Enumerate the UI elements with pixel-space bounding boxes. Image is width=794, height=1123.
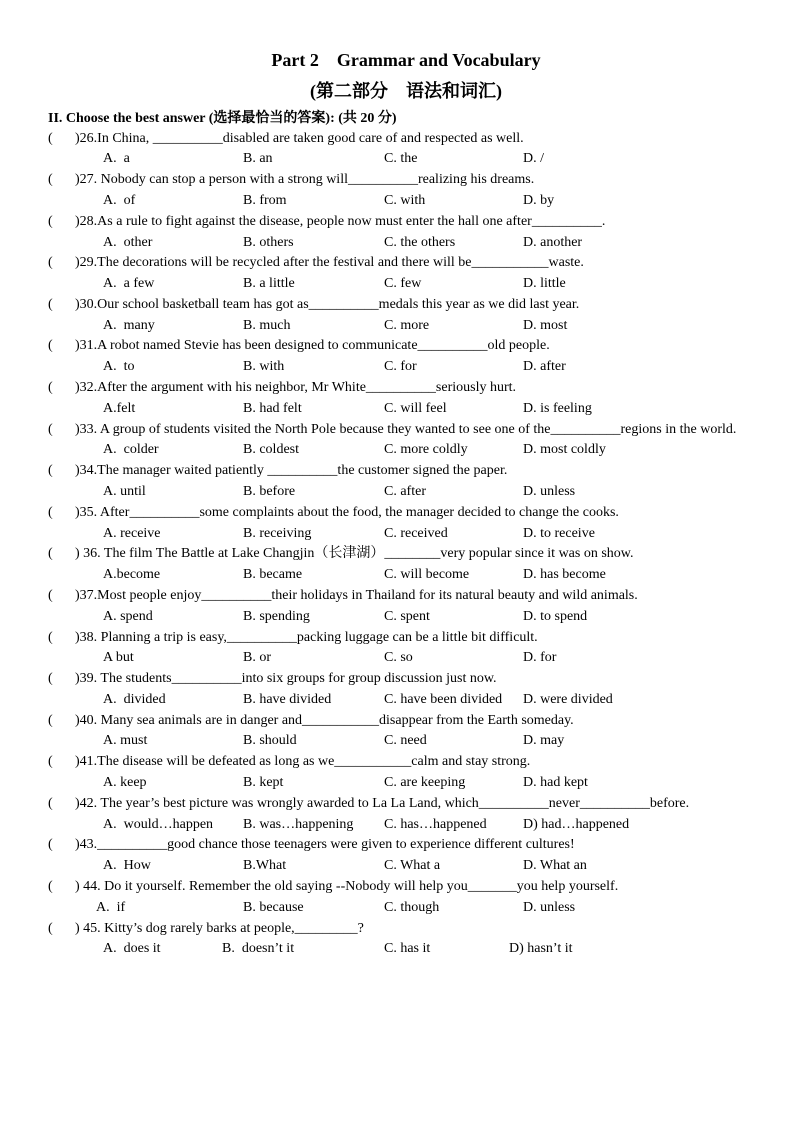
options-line [0, 233, 794, 254]
options-line [0, 731, 794, 752]
question-stem [75, 794, 689, 815]
option-c: C. with [384, 192, 426, 208]
question-stem [75, 461, 507, 482]
option-a: A. a [103, 151, 130, 167]
question-item [0, 129, 794, 171]
options-line [0, 149, 794, 170]
question-line [0, 752, 794, 773]
answer-bracket-open: ( [48, 463, 53, 479]
answer-bracket-open: ( [48, 380, 53, 396]
answer-bracket-close: ) [75, 504, 80, 520]
question-stem [75, 711, 574, 732]
question-text: 26.In China, __________disabled are taken good care of and respected as well. [79, 130, 524, 146]
options-line [0, 399, 794, 420]
question-stem [75, 752, 530, 773]
option-a: A. many [103, 317, 155, 333]
answer-bracket-open: ( [48, 712, 53, 728]
option-b: B. or [243, 650, 271, 666]
option-c: C. have been divided [384, 691, 503, 707]
question-item [0, 336, 794, 378]
option-a: A. a few [103, 276, 155, 292]
question-line [0, 669, 794, 690]
question-stem [75, 295, 579, 316]
option-d: D. unless [523, 899, 576, 915]
options-line [0, 815, 794, 836]
option-b: B. a little [243, 276, 295, 292]
answer-bracket-open: ( [48, 130, 53, 146]
question-stem [75, 586, 638, 607]
question-stem [75, 669, 497, 690]
question-line [0, 794, 794, 815]
question-text: 42. The year’s best picture was wrongly awarded to La La Land, which__________never__________before. [79, 795, 690, 811]
answer-bracket-open: ( [48, 213, 53, 229]
answer-bracket-close: ) [75, 546, 80, 562]
question-text: 32.After the argument with his neighbor, Mr White__________seriously hurt. [79, 380, 517, 396]
option-d: D. has become [523, 567, 606, 583]
question-line [0, 503, 794, 524]
answer-bracket-close: ) [75, 629, 80, 645]
option-d: D. little [523, 276, 566, 292]
option-d: D. may [523, 733, 565, 749]
answer-bracket-close: ) [75, 421, 80, 437]
option-d: D. to spend [523, 608, 588, 624]
option-c: C. the [384, 151, 418, 167]
question-line [0, 835, 794, 856]
question-line [0, 212, 794, 233]
question-line [0, 170, 794, 191]
question-line [0, 336, 794, 357]
options-line [0, 939, 794, 960]
option-c: C. more coldly [384, 442, 468, 458]
option-a: A. must [103, 733, 148, 749]
option-c: C. What a [384, 858, 441, 874]
answer-bracket-close: ) [75, 754, 80, 770]
option-b: B.What [243, 858, 287, 874]
section-heading: II. Choose the best answer (选择最恰当的答案): (共 20 分) [48, 110, 397, 126]
question-text: 33. A group of students visited the North Pole because they wanted to see one of the__________regions in the world. [79, 421, 737, 437]
option-d: D. were divided [523, 691, 613, 707]
option-c: C. spent [384, 608, 430, 624]
question-text: 45. Kitty’s dog rarely barks at people,_________? [79, 920, 364, 936]
question-item [0, 170, 794, 212]
options-line [0, 648, 794, 669]
option-a: A. divided [103, 691, 166, 707]
question-item [0, 461, 794, 503]
option-c: C. has…happened [384, 816, 487, 832]
question-text: 28.As a rule to fight against the disease, people now must enter the hall one after__________. [79, 213, 606, 229]
option-d: D. is feeling [523, 400, 592, 416]
option-b: B. an [243, 151, 273, 167]
question-stem [75, 170, 534, 191]
answer-bracket-close: ) [75, 380, 80, 396]
option-b: B. others [243, 234, 294, 250]
options-line [0, 773, 794, 794]
question-text: 35. After__________some complaints about the food, the manager decided to change the cooks. [79, 504, 619, 520]
question-item [0, 752, 794, 794]
option-b: B. from [243, 192, 287, 208]
option-b: B. coldest [243, 442, 299, 458]
question-line [0, 295, 794, 316]
option-c: C. will become [384, 567, 470, 583]
question-stem [75, 877, 618, 898]
option-c: C. need [384, 733, 427, 749]
question-stem [75, 628, 538, 649]
options-line [0, 898, 794, 919]
options-line [0, 357, 794, 378]
options-line [0, 482, 794, 503]
question-line [0, 378, 794, 399]
answer-bracket-open: ( [48, 671, 53, 687]
option-d: D) hasn’t it [509, 941, 573, 957]
option-d: D. unless [523, 484, 576, 499]
question-stem [75, 420, 736, 441]
option-a: A. receive [103, 525, 161, 541]
question-item [0, 628, 794, 670]
question-stem [75, 336, 550, 357]
question-item [0, 586, 794, 628]
option-c: C. for [384, 359, 417, 375]
question-stem [75, 544, 634, 565]
question-text: 29.The decorations will be recycled after the festival and there will be___________waste. [79, 255, 584, 271]
question-line [0, 461, 794, 482]
option-b: B. doesn’t it [222, 941, 295, 957]
answer-bracket-open: ( [48, 795, 53, 811]
question-stem [75, 253, 584, 274]
question-line [0, 628, 794, 649]
option-b: B. much [243, 317, 291, 333]
question-item [0, 295, 794, 337]
answer-bracket-open: ( [48, 837, 53, 853]
question-item [0, 253, 794, 295]
option-b: B. was…happening [243, 816, 354, 832]
option-d: D. most [523, 317, 568, 333]
question-text: 34.The manager waited patiently __________the customer signed the paper. [79, 463, 508, 479]
option-b: B. had felt [243, 400, 302, 416]
option-a: A. to [103, 359, 135, 375]
option-b: B. should [243, 733, 297, 749]
options-line [0, 524, 794, 545]
option-a: A but [103, 650, 134, 666]
question-item [0, 420, 794, 462]
option-b: B. before [243, 484, 296, 499]
answer-bracket-open: ( [48, 296, 53, 312]
question-text: 41.The disease will be defeated as long as we___________calm and stay strong. [79, 754, 531, 770]
question-item [0, 877, 794, 919]
question-text: 37.Most people enjoy__________their holidays in Thailand for its natural beauty and wild animals. [79, 587, 638, 603]
question-stem [75, 503, 619, 524]
answer-bracket-close: ) [75, 338, 80, 354]
answer-bracket-close: ) [75, 671, 80, 687]
option-a: A. if [96, 899, 126, 915]
answer-bracket-close: ) [75, 920, 80, 936]
question-item [0, 794, 794, 836]
answer-bracket-close: ) [75, 712, 80, 728]
answer-bracket-open: ( [48, 338, 53, 354]
question-stem [75, 378, 516, 399]
question-line [0, 544, 794, 565]
option-d: D. What an [523, 858, 587, 874]
question-item [0, 503, 794, 545]
question-item [0, 378, 794, 420]
option-c: C. the others [384, 234, 456, 250]
options-line [0, 565, 794, 586]
option-a: A.felt [103, 400, 136, 416]
option-a: A. does it [103, 941, 161, 957]
answer-bracket-open: ( [48, 421, 53, 437]
question-line [0, 711, 794, 732]
option-b: B. with [243, 359, 285, 375]
options-line [0, 690, 794, 711]
question-stem [75, 835, 575, 856]
option-b: B. receiving [243, 525, 312, 541]
option-d: D. / [523, 151, 544, 167]
answer-bracket-close: ) [75, 587, 80, 603]
question-list [0, 129, 794, 961]
answer-bracket-close: ) [75, 213, 80, 229]
question-text: 27. Nobody can stop a person with a strong will__________realizing his dreams. [79, 172, 535, 188]
answer-bracket-close: ) [75, 837, 80, 853]
answer-bracket-open: ( [48, 172, 53, 188]
option-a: A. would…happen [103, 816, 214, 832]
question-text: 44. Do it yourself. Remember the old saying --Nobody will help you_______you help yourself. [79, 879, 619, 894]
question-stem [75, 129, 524, 150]
answer-bracket-close: ) [75, 130, 80, 146]
option-c: C. are keeping [384, 775, 466, 791]
option-c: C. received [384, 525, 448, 541]
option-c: C. will feel [384, 400, 447, 416]
option-a: A. How [103, 858, 151, 874]
answer-bracket-close: ) [75, 255, 80, 271]
answer-bracket-close: ) [75, 172, 80, 188]
answer-bracket-close: ) [75, 879, 80, 894]
question-text: 31.A robot named Stevie has been designed to communicate__________old people. [79, 338, 550, 354]
option-a: A. other [103, 234, 153, 250]
question-stem [75, 212, 605, 233]
question-item [0, 835, 794, 877]
option-d: D. had kept [523, 775, 588, 791]
option-c: C. so [384, 650, 413, 666]
options-line [0, 274, 794, 295]
question-line [0, 919, 794, 940]
options-line [0, 607, 794, 628]
option-b: B. have divided [243, 691, 332, 707]
question-text: 43.__________good chance those teenagers were given to experience different cultures! [79, 837, 575, 853]
question-item [0, 212, 794, 254]
option-b: B. kept [243, 775, 284, 791]
question-line [0, 420, 794, 441]
options-line [0, 440, 794, 461]
option-d: D. by [523, 192, 555, 208]
answer-bracket-open: ( [48, 546, 53, 562]
option-a: A. colder [103, 442, 159, 458]
options-line [0, 191, 794, 212]
question-item [0, 919, 794, 961]
answer-bracket-open: ( [48, 587, 53, 603]
question-text: 40. Many sea animals are in danger and___________disappear from the Earth someday. [79, 712, 574, 728]
answer-bracket-open: ( [48, 255, 53, 271]
part-subtitle: (第二部分 语法和词汇) [310, 81, 502, 101]
question-line [0, 129, 794, 150]
option-b: B. spending [243, 608, 310, 624]
answer-bracket-close: ) [75, 463, 80, 479]
option-c: C. has it [384, 941, 431, 957]
question-item [0, 669, 794, 711]
answer-bracket-open: ( [48, 879, 53, 894]
answer-bracket-open: ( [48, 920, 53, 936]
option-a: A.become [103, 567, 161, 583]
option-b: B. became [243, 567, 303, 583]
question-line [0, 877, 794, 898]
option-b: B. because [243, 899, 304, 915]
option-d: D. for [523, 650, 557, 666]
question-line [0, 253, 794, 274]
question-line [0, 586, 794, 607]
answer-bracket-open: ( [48, 754, 53, 770]
option-d: D. after [523, 359, 566, 375]
option-c: C. few [384, 276, 422, 292]
option-a: A. of [103, 192, 136, 208]
option-d: D) had…happened [523, 816, 630, 832]
question-stem [75, 919, 364, 940]
option-a: A. keep [103, 775, 147, 791]
options-line [0, 856, 794, 877]
option-c: C. though [384, 899, 440, 915]
answer-bracket-close: ) [75, 296, 80, 312]
answer-bracket-open: ( [48, 504, 53, 520]
question-text: 39. The students__________into six groups for group discussion just now. [79, 671, 497, 687]
question-item [0, 711, 794, 753]
option-c: C. after [384, 484, 426, 499]
options-line [0, 316, 794, 337]
option-d: D. most coldly [523, 442, 606, 458]
option-c: C. more [384, 317, 430, 333]
answer-bracket-close: ) [75, 795, 80, 811]
question-text: 38. Planning a trip is easy,__________packing luggage can be a little bit difficult. [79, 629, 538, 645]
answer-bracket-open: ( [48, 629, 53, 645]
option-a: A. spend [103, 608, 153, 624]
option-d: D. to receive [523, 525, 595, 541]
question-item [0, 544, 794, 586]
option-a: A. until [103, 484, 146, 499]
part-title: Part 2 Grammar and Vocabulary [271, 50, 541, 70]
question-text: 36. The film The Battle at Lake Changjin（长津湖）________very popular since it was on show. [79, 546, 634, 562]
question-text: 30.Our school basketball team has got as__________medals this year as we did last year. [79, 296, 580, 312]
option-d: D. another [523, 234, 583, 250]
